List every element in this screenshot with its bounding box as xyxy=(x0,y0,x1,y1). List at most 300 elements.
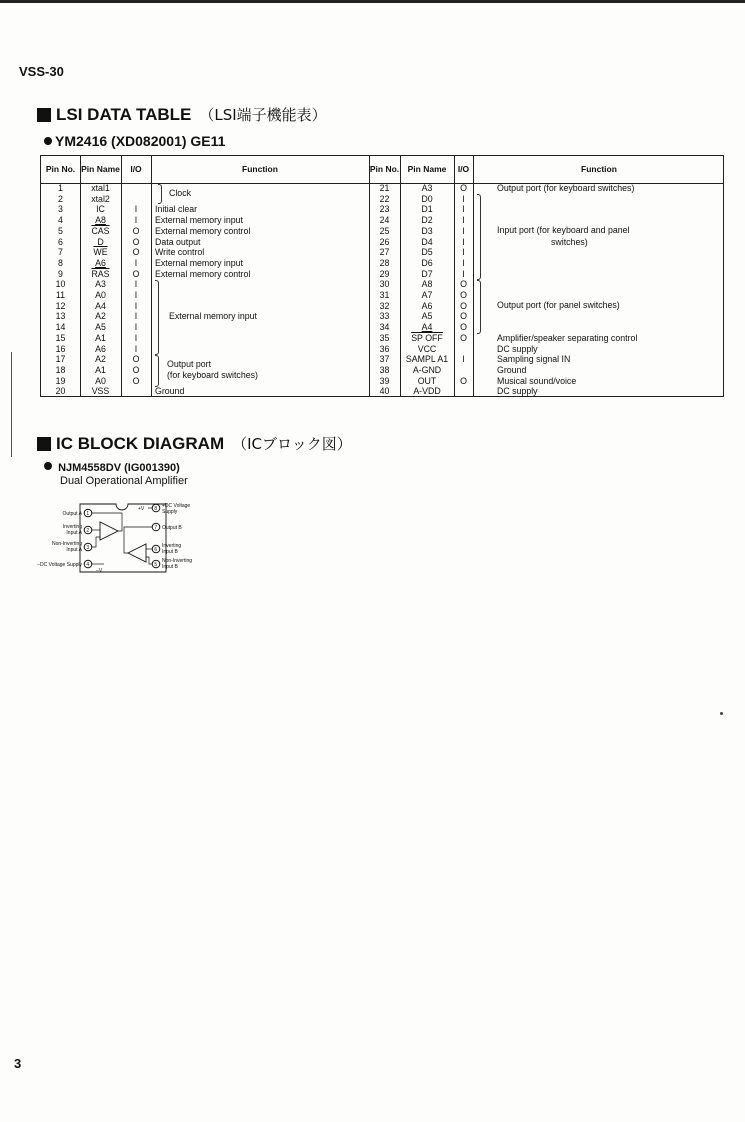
pin-io-right-cell xyxy=(454,215,473,226)
pin-name-right: SP OFF xyxy=(411,332,443,343)
pin-name-right: A-GND xyxy=(412,364,442,375)
pin-8-label-b: Supply xyxy=(162,509,178,515)
pin-io-right-cell xyxy=(454,376,473,387)
pin-name-right-cell xyxy=(400,269,454,280)
pin-no-right-cell xyxy=(369,376,400,387)
pin-io-cell xyxy=(121,269,151,280)
pin-no-cell xyxy=(41,279,80,290)
pin-io-right: I xyxy=(462,225,465,236)
square-bullet-icon xyxy=(37,108,51,122)
pin-name: $\overline{RAS}$ xyxy=(91,268,110,279)
pin-no: 7 xyxy=(58,247,63,258)
pin-name: IC xyxy=(96,204,105,215)
pin-no-right: 23 xyxy=(379,204,390,215)
func-4: External memory input xyxy=(155,215,244,226)
pin-name: A2 xyxy=(95,354,106,365)
func-8: External memory input xyxy=(155,257,244,268)
ic-chip-heading xyxy=(44,462,180,474)
pin-no-right: 28 xyxy=(379,257,390,268)
header-function: Function xyxy=(242,164,278,174)
pin-no-cell xyxy=(41,322,80,333)
pin-no-cell xyxy=(41,226,80,237)
pin-no-cell xyxy=(41,290,80,301)
func-5: External memory control xyxy=(155,225,251,236)
pin-name-cell xyxy=(80,301,121,312)
dot-bullet-icon xyxy=(44,137,52,145)
pin-name-right: D7 xyxy=(421,268,433,279)
pin-io-cell xyxy=(121,279,151,290)
pin-no-right-cell xyxy=(369,247,400,258)
pin-2-label-b: Input A xyxy=(66,530,82,536)
pin-name-right-cell xyxy=(400,204,454,215)
pin-io-right: I xyxy=(462,204,465,215)
pin-io-cell xyxy=(121,204,151,215)
pin-no-right: 25 xyxy=(379,225,390,236)
pin-no-right-cell xyxy=(369,237,400,248)
pin-no-cell xyxy=(41,183,80,194)
pin-name-right: D0 xyxy=(421,193,433,204)
top-border xyxy=(0,0,745,3)
brace-ext-memory xyxy=(155,280,159,355)
pin-name-cell xyxy=(80,333,121,344)
pin-io: I xyxy=(134,322,138,333)
pin-name: A4 xyxy=(95,300,106,311)
func-clock: Clock xyxy=(169,188,191,198)
pin-no-right: 29 xyxy=(379,268,390,279)
func-out-group-2: (for keyboard switches) xyxy=(167,369,258,380)
pin-3-label-b: Input A xyxy=(66,547,82,553)
pin-io-cell xyxy=(121,301,151,312)
pin-no: 8 xyxy=(58,257,63,268)
pin-name-right: A-VDD xyxy=(413,386,441,397)
pin-io-right-cell xyxy=(454,247,473,258)
pin-io: O xyxy=(132,375,140,386)
pin-name-right: A6 xyxy=(421,300,433,311)
pin-no: 14 xyxy=(55,322,66,333)
brace-input-port xyxy=(477,194,481,280)
pin-name-cell xyxy=(80,311,121,322)
pin-no-right: 37 xyxy=(379,354,390,365)
pin-name-right: VCC xyxy=(417,343,437,354)
pin-name: VSS xyxy=(91,386,110,397)
pin-name-cell xyxy=(80,344,121,355)
pin-2-number: 2 xyxy=(86,527,90,534)
pin-name-right: D6 xyxy=(421,257,433,268)
pin-no: 18 xyxy=(55,364,66,375)
pin-io-right-cell xyxy=(454,237,473,248)
pin-name: $\overline{WE}$ xyxy=(93,247,108,258)
pin-name: $\overline{CAS}$ xyxy=(91,225,110,236)
pin-no-right: 30 xyxy=(379,279,390,290)
pin-no-right: 26 xyxy=(379,236,390,247)
pin-6-label-a: Inverting xyxy=(162,543,182,549)
pin-no-right-cell xyxy=(369,344,400,355)
table-row xyxy=(41,204,723,215)
pin-name-right: OUT xyxy=(417,375,437,386)
margin-mark xyxy=(11,352,12,457)
pin-io-right-cell xyxy=(454,204,473,215)
ic-chip-name: NJM4558DV (IG001390) xyxy=(58,462,180,474)
header-function-right: Function xyxy=(581,164,617,174)
pin-name-right-cell xyxy=(400,386,454,397)
pin-no: 20 xyxy=(55,386,66,397)
pin-name-cell xyxy=(80,322,121,333)
pin-no-right-cell xyxy=(369,301,400,312)
vminus-label: −V xyxy=(96,568,103,574)
pin-no-right-cell xyxy=(369,386,400,397)
pin-no: 9 xyxy=(58,268,63,279)
pin-io-cell xyxy=(121,247,151,258)
lsi-section-heading xyxy=(37,104,327,125)
lsi-chip-name: YM2416 (XD082001) GE11 xyxy=(55,133,226,149)
pin-no: 1 xyxy=(58,183,63,193)
pin-io-right: O xyxy=(460,300,467,311)
pin-io: I xyxy=(134,300,138,311)
lsi-section-title: LSI DATA TABLE xyxy=(56,104,192,124)
pin-name: A5 xyxy=(95,322,106,333)
pin-io-right-cell xyxy=(454,279,473,290)
func-3: Initial clear xyxy=(155,204,198,215)
pin-name: D xyxy=(97,236,104,247)
pin-name-cell xyxy=(80,365,121,376)
pin-io: O xyxy=(132,236,140,247)
func-21: Output port (for keyboard switches) xyxy=(497,183,635,193)
pin-no-cell xyxy=(41,215,80,226)
table-row xyxy=(41,237,723,248)
table-row xyxy=(41,301,723,312)
pin-name-right: A4 xyxy=(421,322,433,333)
pin-name: A8 xyxy=(95,215,106,226)
pin-no: 5 xyxy=(58,225,63,236)
pin-no-cell xyxy=(41,311,80,322)
lsi-chip-heading xyxy=(44,133,225,149)
pin-name-right-cell xyxy=(400,215,454,226)
model-label: VSS-30 xyxy=(19,64,64,79)
pin-no-right: 33 xyxy=(379,311,390,322)
pin-name-cell xyxy=(80,258,121,269)
pin-8-number: 8 xyxy=(154,505,158,512)
pin-no: 11 xyxy=(55,290,66,300)
pin-no-right: 34 xyxy=(379,322,390,333)
pin-io-right: O xyxy=(460,322,467,333)
op-amp-pin-diagram xyxy=(28,500,243,600)
table-row xyxy=(41,386,723,397)
pin-name-right: D2 xyxy=(421,215,433,226)
pin-io: O xyxy=(132,247,140,258)
pin-no-cell xyxy=(41,344,80,355)
table-header xyxy=(41,156,723,184)
pin-io-right: I xyxy=(462,215,465,226)
pin-1-label: Output A xyxy=(62,511,82,517)
pin-7-label: Output B xyxy=(162,525,182,531)
header-pin-name: Pin Name xyxy=(81,164,120,174)
pin-name-right-cell xyxy=(400,301,454,312)
pin-no: 6 xyxy=(58,236,63,247)
page-number: 3 xyxy=(14,1056,22,1071)
pin-no-right: 40 xyxy=(379,386,390,397)
pin-name-cell xyxy=(80,376,121,387)
ic-section-title-jp: （ICブロック図） xyxy=(232,435,352,453)
func-37: Sampling signal IN xyxy=(497,354,571,365)
brace-output-port xyxy=(155,355,159,387)
pin-io-right-cell xyxy=(454,194,473,205)
pin-4-number: 4 xyxy=(86,561,90,568)
pin-no-right-cell xyxy=(369,183,400,194)
pin-io-right-cell xyxy=(454,311,473,322)
pin-io: I xyxy=(134,311,138,322)
pin-no: 3 xyxy=(58,204,63,215)
func-38: Ground xyxy=(497,364,527,375)
pin-io-right: I xyxy=(462,193,465,204)
pin-io: I xyxy=(134,290,138,300)
pin-name-right: A3 xyxy=(421,183,433,193)
pin-no-cell xyxy=(41,333,80,344)
pin-name-right-cell xyxy=(400,322,454,333)
pin-name-cell xyxy=(80,279,121,290)
func-35: Amplifier/speaker separating control xyxy=(497,332,638,343)
pin-name: A0 xyxy=(95,290,106,300)
pin-no-cell xyxy=(41,301,80,312)
pin-io: I xyxy=(134,279,138,290)
pin-io-right: O xyxy=(460,290,467,300)
pin-io-right-cell xyxy=(454,269,473,280)
pin-no-right: 36 xyxy=(379,343,390,354)
pin-1-number: 1 xyxy=(86,510,90,517)
pin-io-right: I xyxy=(462,354,465,365)
pin-name: A2 xyxy=(95,311,106,322)
table-row xyxy=(41,354,723,365)
square-bullet-icon xyxy=(37,437,51,451)
pin-no-right: 21 xyxy=(379,183,390,193)
pin-no: 13 xyxy=(55,311,66,322)
pin-8-label-a: +DC Voltage xyxy=(162,503,191,509)
table-row xyxy=(41,322,723,333)
pin-6-number: 6 xyxy=(154,546,158,553)
pin-no-right-cell xyxy=(369,194,400,205)
func-6: Data output xyxy=(155,236,201,247)
pin-6-label-b: Input B xyxy=(162,549,178,555)
pin-io-cell xyxy=(121,354,151,365)
header-io: I/O xyxy=(130,164,142,174)
pin-no-cell xyxy=(41,386,80,397)
pin-name-cell xyxy=(80,204,121,215)
pin-no: 4 xyxy=(58,215,63,226)
func-ext-group: External memory input xyxy=(169,311,258,321)
pin-io: O xyxy=(132,268,140,279)
pin-no-cell xyxy=(41,237,80,248)
pin-no-right-cell xyxy=(369,215,400,226)
table-row xyxy=(41,279,723,290)
pin-io-cell xyxy=(121,322,151,333)
pin-name-cell xyxy=(80,386,121,397)
func-in-group-2: switches) xyxy=(551,237,588,247)
pin-io-cell xyxy=(121,290,151,301)
brace-panel-port xyxy=(477,280,481,334)
pin-name-right-cell xyxy=(400,226,454,237)
pin-name-cell xyxy=(80,226,121,237)
func-40: DC supply xyxy=(497,386,538,397)
pin-name-right: A8 xyxy=(421,279,433,290)
pin-name-right: A7 xyxy=(421,290,433,300)
pin-io-cell xyxy=(121,226,151,237)
pin-io: I xyxy=(134,332,138,343)
pin-io-right-cell xyxy=(454,322,473,333)
pin-no-right-cell xyxy=(369,354,400,365)
pin-io-cell xyxy=(121,311,151,322)
pin-io: I xyxy=(134,257,138,268)
pin-no-cell xyxy=(41,258,80,269)
pin-7-number: 7 xyxy=(154,524,158,531)
pin-io-right-cell xyxy=(454,301,473,312)
pin-no-right-cell xyxy=(369,269,400,280)
pin-io-right: I xyxy=(462,268,465,279)
pin-io-right: O xyxy=(460,183,467,193)
pin-io-cell xyxy=(121,333,151,344)
pin-io-right-cell xyxy=(454,258,473,269)
pin-no: 15 xyxy=(55,332,66,343)
pin-no-right-cell xyxy=(369,322,400,333)
pin-name-right-cell xyxy=(400,354,454,365)
pin-name-right: A5 xyxy=(421,311,433,322)
func-out-group-1: Output port xyxy=(167,359,212,369)
pin-io-cell xyxy=(121,258,151,269)
pin-io: I xyxy=(134,343,138,354)
paper-speck xyxy=(720,712,723,715)
pin-name-right: SAMPL A1 xyxy=(405,354,449,365)
pin-no-right: 31 xyxy=(379,290,390,300)
ic-chip-description: Dual Operational Amplifier xyxy=(60,475,188,487)
pin-io: O xyxy=(132,354,140,365)
pin-name-right: D1 xyxy=(421,204,433,215)
ic-section-heading xyxy=(37,433,352,454)
pin-io-right: I xyxy=(462,257,465,268)
pin-no-cell xyxy=(41,204,80,215)
pin-name-cell xyxy=(80,215,121,226)
pin-name-right-cell xyxy=(400,333,454,344)
pin-name-right-cell xyxy=(400,344,454,355)
pin-name-cell xyxy=(80,290,121,301)
pin-no-cell xyxy=(41,194,80,205)
func-7: Write control xyxy=(155,247,205,258)
pin-no: 12 xyxy=(55,300,66,311)
pin-io-right-cell xyxy=(454,183,473,194)
pin-io: I xyxy=(134,204,138,215)
pin-no-right-cell xyxy=(369,204,400,215)
pin-io-right: O xyxy=(460,279,467,290)
pin-io-cell xyxy=(121,344,151,355)
pin-no-right: 35 xyxy=(379,332,390,343)
pin-io-right: O xyxy=(460,311,467,322)
func-36: DC supply xyxy=(497,343,538,354)
pin-no-cell xyxy=(41,247,80,258)
pin-name: A6 xyxy=(95,343,106,354)
table-row xyxy=(41,247,723,258)
pin-name-cell xyxy=(80,247,121,258)
table-row xyxy=(41,269,723,280)
pin-io-cell xyxy=(121,376,151,387)
pin-name-cell xyxy=(80,269,121,280)
header-pin-no-right: Pin No. xyxy=(369,164,400,174)
pin-no-right: 27 xyxy=(379,247,390,258)
lsi-section-title-jp: （LSI端子機能表） xyxy=(199,106,327,124)
pin-no-right-cell xyxy=(369,333,400,344)
pin-io-right: O xyxy=(460,375,467,386)
pin-5-number: 5 xyxy=(154,561,158,568)
pin-io-right-cell xyxy=(454,354,473,365)
func-9: External memory control xyxy=(155,268,251,279)
pin-no: 2 xyxy=(58,193,63,204)
pin-name: A3 xyxy=(95,279,106,290)
table-row xyxy=(41,290,723,301)
pin-no-cell xyxy=(41,354,80,365)
func-in-group-1: Input port (for keyboard and panel xyxy=(497,225,630,235)
pin-3-label-a: Non-Inverting xyxy=(51,541,82,547)
pin-no: 19 xyxy=(55,375,66,386)
pin-name-right-cell xyxy=(400,247,454,258)
pin-io-right: O xyxy=(460,332,467,343)
pin-io-right: I xyxy=(462,247,465,258)
table-row xyxy=(41,194,723,205)
pin-5-label-a: Non-Inverting xyxy=(162,558,193,564)
pin-name: A0 xyxy=(95,375,106,386)
pin-no-right-cell xyxy=(369,290,400,301)
pin-name-right-cell xyxy=(400,290,454,301)
pin-name-right: D4 xyxy=(421,236,433,247)
lsi-data-table xyxy=(40,155,724,397)
vplus-label: +V xyxy=(138,506,145,512)
pin-name-right-cell xyxy=(400,194,454,205)
header-pin-no: Pin No. xyxy=(45,164,76,174)
pin-no-right-cell xyxy=(369,226,400,237)
pin-name: xtal2 xyxy=(91,193,110,204)
pin-io-cell xyxy=(121,365,151,376)
pin-io: O xyxy=(132,225,140,236)
pin-io-right-cell xyxy=(454,333,473,344)
pin-name: A1 xyxy=(95,364,106,375)
ic-section-title: IC BLOCK DIAGRAM xyxy=(56,433,225,453)
pin-no-cell xyxy=(41,365,80,376)
pin-name-right-cell xyxy=(400,183,454,194)
pin-no-right-cell xyxy=(369,279,400,290)
pin-io: I xyxy=(134,215,138,226)
pin-name-right-cell xyxy=(400,258,454,269)
pin-no-right: 24 xyxy=(379,215,390,226)
pin-no-right-cell xyxy=(369,258,400,269)
pin-io: O xyxy=(132,364,140,375)
header-pin-name-right: Pin Name xyxy=(407,164,447,174)
pin-5-label-b: Input B xyxy=(162,564,178,570)
pin-name-right: D3 xyxy=(421,225,433,236)
pin-io-cell xyxy=(121,237,151,248)
pin-name-right-cell xyxy=(400,311,454,322)
pin-no: 17 xyxy=(55,354,66,365)
pin-name-cell xyxy=(80,183,121,194)
pin-no-right: 22 xyxy=(379,193,390,204)
pin-no: 16 xyxy=(55,343,66,354)
pin-io-right: I xyxy=(462,236,465,247)
pin-4-label: −DC Voltage Supply xyxy=(37,562,82,568)
table-row xyxy=(41,365,723,376)
pin-no-right: 32 xyxy=(379,300,390,311)
pin-2-label-a: Inverting xyxy=(62,524,82,530)
func-20: Ground xyxy=(155,386,185,397)
pin-io-cell xyxy=(121,215,151,226)
pin-no-right-cell xyxy=(369,365,400,376)
brace-clock xyxy=(158,184,162,204)
dot-bullet-icon xyxy=(44,462,52,470)
pin-name: xtal1 xyxy=(91,183,110,193)
table-row xyxy=(41,311,723,322)
